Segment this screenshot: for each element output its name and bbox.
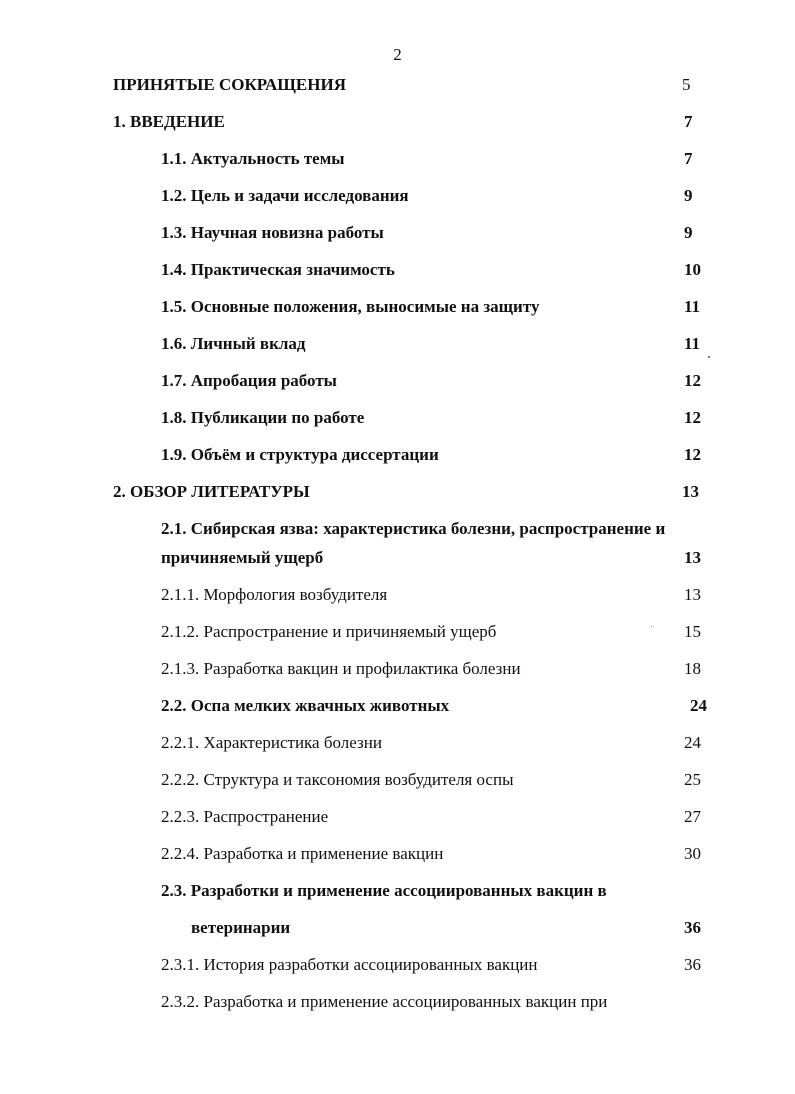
toc-1-9-title: 1.9. Объём и структура диссертации — [161, 445, 439, 464]
toc-2-2-2-page: 25 — [684, 770, 701, 789]
scan-speck — [708, 356, 710, 358]
toc-intro-title: 1. ВВЕДЕНИЕ — [113, 112, 225, 131]
toc-review-page: 13 — [682, 482, 699, 501]
scan-speck — [651, 626, 652, 627]
toc-2-1-1-page: 13 — [684, 585, 701, 604]
toc-1-8-page: 12 — [684, 408, 701, 427]
toc-2-2-1-page: 24 — [684, 733, 701, 752]
toc-2-2-4-page: 30 — [684, 844, 701, 863]
toc-2-2-3-title: 2.2.3. Распространение — [161, 807, 329, 826]
toc-1-5-page: 11 — [684, 297, 701, 316]
toc-2-1-1-title: 2.1.1. Морфология возбудителя — [161, 585, 388, 604]
toc-1-2-page: 9 — [684, 186, 693, 205]
toc-1-6-page: 11 — [684, 334, 701, 353]
toc-2-1-2-page: 15 — [684, 622, 701, 641]
toc-abbrev-title: ПРИНЯТЫЕ СОКРАЩЕНИЯ — [113, 75, 346, 94]
toc-1-6-title: 1.6. Личный вклад — [161, 334, 306, 353]
toc-1-7-title: 1.7. Апробация работы — [161, 371, 337, 390]
toc-2-3-2-title: 2.3.2. Разработка и применение ассоциированных вакцин при — [161, 992, 608, 1011]
toc-2-2-title: 2.2. Оспа мелких жвачных животных — [161, 696, 450, 715]
toc-2-2-3-page: 27 — [684, 807, 701, 826]
toc-2-3-1-page: 36 — [684, 955, 701, 974]
toc-2-3-title-line1: 2.3. Разработки и применение ассоциированных вакцин в — [161, 881, 607, 900]
toc-2-1-title-line1: 2.1. Сибирская язва: характеристика болезни, распространение и — [161, 519, 666, 538]
toc-1-1-page: 7 — [684, 149, 693, 168]
toc-2-1-3-title: 2.1.3. Разработка вакцин и профилактика болезни — [161, 659, 521, 678]
toc-1-8-title: 1.8. Публикации по работе — [161, 408, 365, 427]
toc-1-4-title: 1.4. Практическая значимость — [161, 260, 395, 279]
toc-1-1-title: 1.1. Актуальность темы — [161, 149, 345, 168]
toc-1-3-title: 1.3. Научная новизна работы — [161, 223, 384, 242]
toc-2-1-page: 13 — [684, 548, 701, 567]
toc-2-2-4-title: 2.2.4. Разработка и применение вакцин — [161, 844, 444, 863]
toc-1-9-page: 12 — [684, 445, 701, 464]
toc-intro-page: 7 — [684, 112, 693, 131]
toc-2-1-title-line2: причиняемый ущерб — [161, 548, 324, 567]
toc-2-3-page: 36 — [684, 918, 701, 937]
toc-1-7-page: 12 — [684, 371, 701, 390]
toc-1-2-title: 1.2. Цель и задачи исследования — [161, 186, 409, 205]
toc-1-4-page: 10 — [684, 260, 701, 279]
toc-2-1-2-title: 2.1.2. Распространение и причиняемый ущерб — [161, 622, 497, 641]
toc-2-1-3-page: 18 — [684, 659, 701, 678]
toc-2-2-page: 24 — [690, 696, 707, 715]
toc-review-title: 2. ОБЗОР ЛИТЕРАТУРЫ — [113, 482, 310, 501]
toc-abbrev-page: 5 — [682, 75, 691, 94]
toc-1-3-page: 9 — [684, 223, 693, 242]
toc-2-2-2-title: 2.2.2. Структура и таксономия возбудителя оспы — [161, 770, 514, 789]
toc-2-2-1-title: 2.2.1. Характеристика болезни — [161, 733, 382, 752]
page-number: 2 — [393, 45, 402, 64]
toc-2-3-title-line2: ветеринарии — [191, 918, 291, 937]
toc-1-5-title: 1.5. Основные положения, выносимые на защиту — [161, 297, 540, 316]
toc-2-3-1-title: 2.3.1. История разработки ассоциированных вакцин — [161, 955, 538, 974]
